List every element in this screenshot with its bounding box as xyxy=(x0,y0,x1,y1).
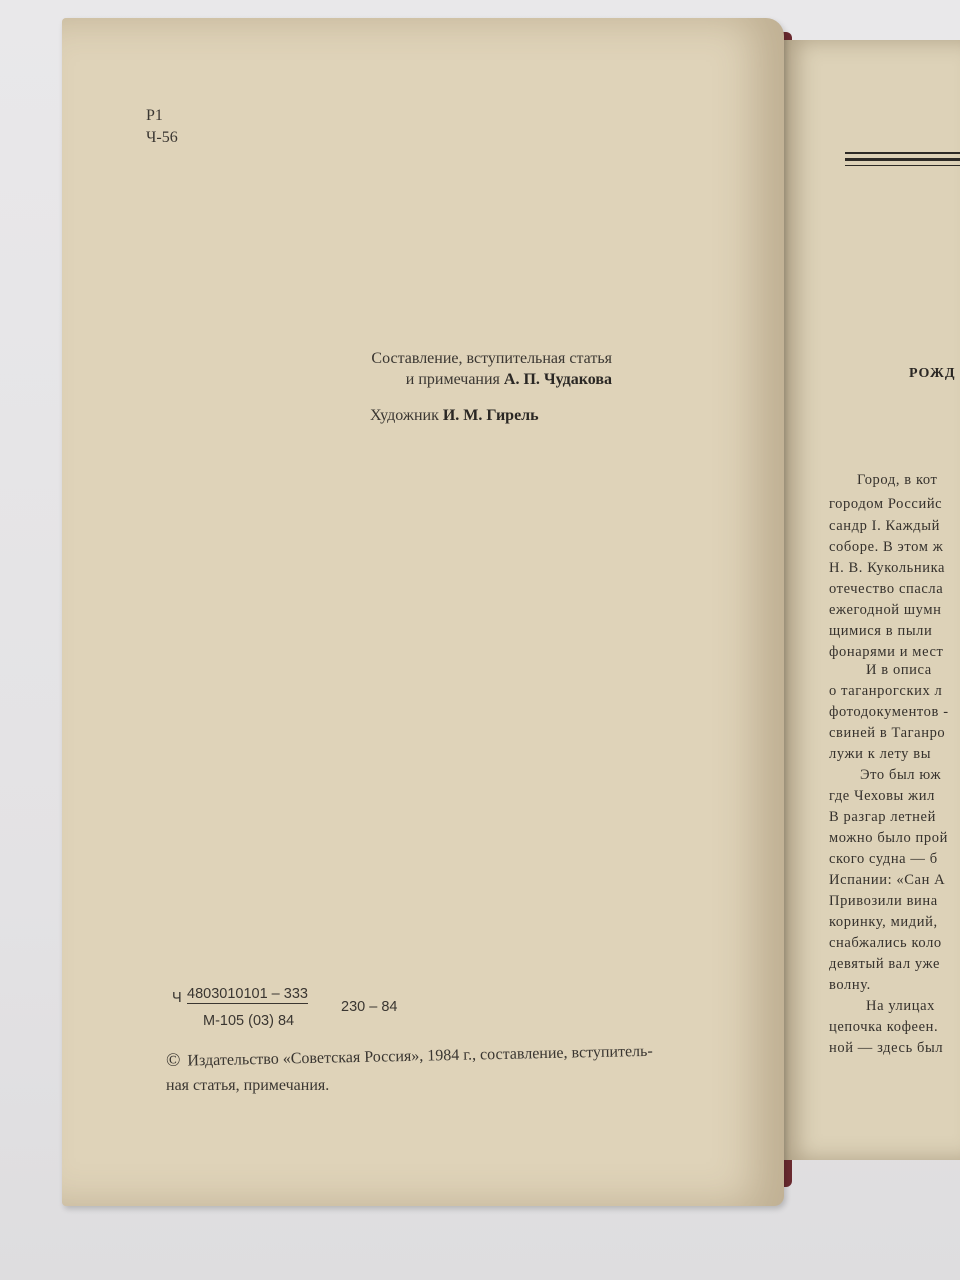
right-page-line: лужи к лету вы xyxy=(829,746,932,762)
library-code-line: Ч-56 xyxy=(146,129,178,146)
copyright-text: Издательство «Советская Россия», 1984 г., составление, вступитель- xyxy=(187,1042,653,1070)
heading-rule-bottom xyxy=(845,165,960,166)
right-page-line: В разгар летней xyxy=(829,809,936,825)
left-page xyxy=(62,18,784,1206)
right-page-line: отечество спасла xyxy=(829,581,944,597)
copyright-symbol: © xyxy=(165,1049,181,1071)
heading-rule-middle xyxy=(845,158,960,161)
right-page-line: И в описа xyxy=(866,662,932,678)
right-page-line: Испании: «Сан А xyxy=(829,872,946,888)
credits-line-1 xyxy=(152,351,612,367)
right-page-line: ежегодной шумн xyxy=(829,602,942,618)
right-page-line: соборе. В этом ж xyxy=(829,539,944,555)
right-page-line: щимися в пыли xyxy=(829,623,933,639)
right-page-line: фонарями и мест xyxy=(829,644,944,660)
artist-credit xyxy=(370,408,539,424)
right-page-line: Привозили вина xyxy=(829,893,938,909)
catalog-number: 230 – 84 xyxy=(341,999,398,1015)
right-page-line: ной — здесь был xyxy=(829,1040,944,1056)
compiler-name: А. П. Чудакова xyxy=(503,371,612,388)
heading-rule-top xyxy=(845,152,960,154)
library-code-line: Р1 xyxy=(146,107,163,124)
right-page-line: На улицах xyxy=(866,998,935,1014)
right-page-line: Город, в кот xyxy=(857,472,938,488)
right-page-line: можно было прой xyxy=(829,830,948,846)
right-page-heading: РОЖД xyxy=(909,366,956,381)
artist-name: И. М. Гирель xyxy=(442,407,539,424)
right-page-line: Это был юж xyxy=(860,767,942,783)
catalog-denominator: М-105 (03) 84 xyxy=(203,1013,295,1029)
copyright-line-1 xyxy=(166,1041,653,1070)
right-page-line: где Чеховы жил xyxy=(829,788,935,804)
right-page-line: волну. xyxy=(829,977,871,993)
credits-text: Составление, вступительная статья xyxy=(371,350,612,367)
catalog-numerator: 4803010101 – 333 xyxy=(187,986,308,1002)
right-page-line: коринку, мидий, xyxy=(829,914,938,930)
right-page-line: фотодокументов - xyxy=(829,704,949,720)
right-page-line: девятый вал уже xyxy=(829,956,941,972)
right-page-line: цепочка кофеен. xyxy=(829,1019,939,1035)
right-page-line: ского судна — б xyxy=(829,851,938,867)
right-page-line: городом Российс xyxy=(829,496,943,512)
right-page-line: сандр I. Каждый xyxy=(829,518,940,534)
credits-prefix: и примечания xyxy=(405,371,500,388)
copyright-line-2: ная статья, примечания. xyxy=(166,1077,330,1094)
right-page-line: Н. В. Кукольника xyxy=(829,560,946,576)
catalog-letter: Ч xyxy=(172,990,182,1006)
credits-line-2 xyxy=(152,372,612,388)
right-page-line: снабжались коло xyxy=(829,935,942,951)
right-page-line: о таганрогских л xyxy=(829,683,943,699)
right-page-line: свиней в Таганро xyxy=(829,725,946,741)
artist-prefix: Художник xyxy=(370,407,439,424)
